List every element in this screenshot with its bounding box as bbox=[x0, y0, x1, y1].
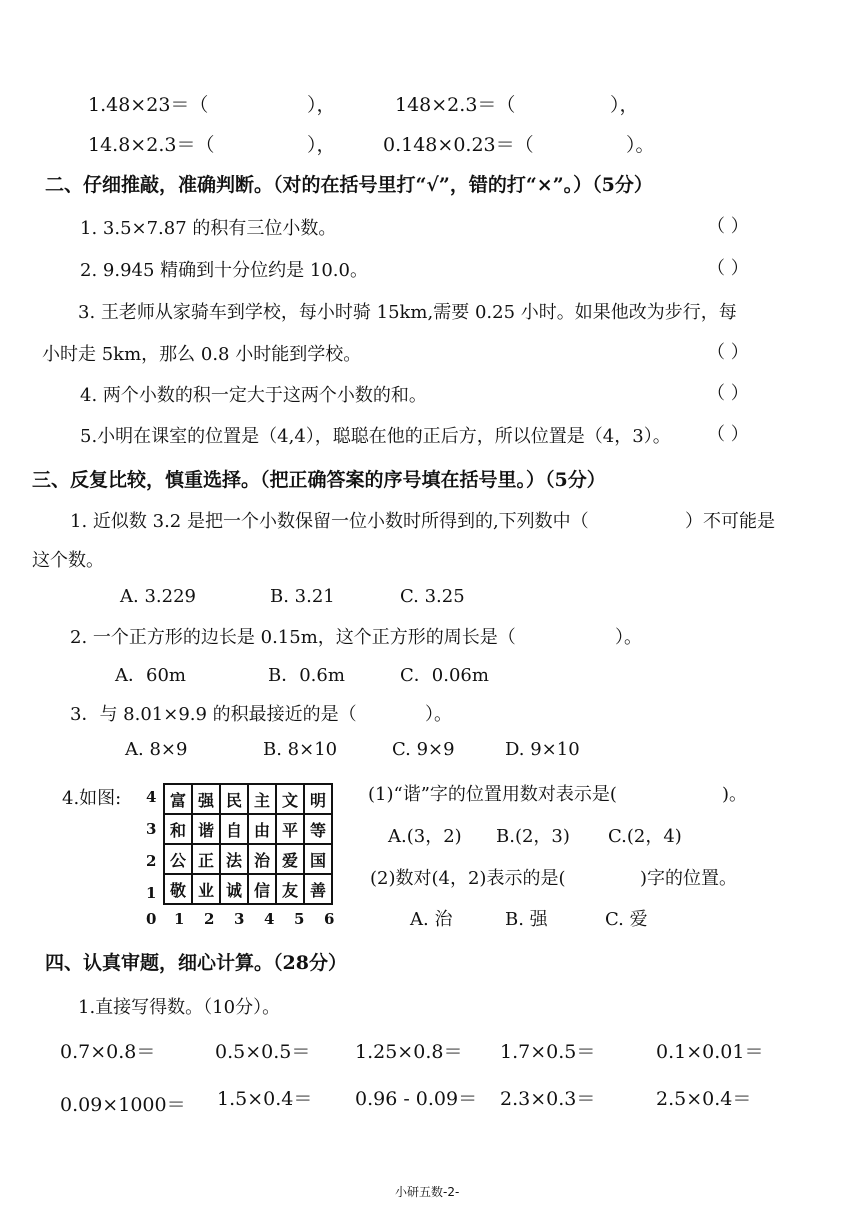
calc-item: 2.5×0.4＝ bbox=[656, 1088, 752, 1110]
q4-sub2: (2)数对(4，2)表示的是( bbox=[370, 868, 566, 889]
judge-item-2: 2. 9.945 精确到十分位约是 10.0。 bbox=[80, 260, 368, 281]
judge-answer-3[interactable]: （ ） bbox=[707, 342, 749, 363]
q4-sub2-option-b: B. 强 bbox=[505, 909, 548, 930]
grid-cell: 和 bbox=[164, 814, 192, 844]
grid-cell: 富 bbox=[164, 784, 192, 814]
grid-x-label-6: 6 bbox=[324, 910, 335, 928]
judge-item-3-cont: 小时走 5km，那么 0.8 小时能到学校。 bbox=[42, 344, 362, 365]
grid-x-label-3: 3 bbox=[234, 910, 245, 928]
q3-option-a: A. 8×9 bbox=[125, 739, 188, 760]
grid-y-label-1: 1 bbox=[146, 884, 157, 902]
judge-answer-1[interactable]: （ ） bbox=[707, 216, 749, 237]
grid-cell: 等 bbox=[304, 814, 332, 844]
grid-x-label-4: 4 bbox=[264, 910, 275, 928]
q4-sub1-end: )。 bbox=[722, 784, 748, 805]
calc-item: 0.96 - 0.09＝ bbox=[355, 1088, 478, 1110]
q4-sub1: (1)“谐”字的位置用数对表示是( bbox=[368, 784, 617, 805]
q4-sub2-end: )字的位置。 bbox=[640, 868, 738, 889]
grid-cell: 平 bbox=[276, 814, 304, 844]
grid-y-label-4: 4 bbox=[146, 788, 157, 806]
grid-cell: 国 bbox=[304, 844, 332, 874]
grid-cell: 明 bbox=[304, 784, 332, 814]
q4-sub1-option-b: B.(2，3) bbox=[496, 826, 570, 847]
grid-cell: 业 bbox=[192, 874, 220, 904]
grid-x-label-1: 1 bbox=[174, 910, 185, 928]
grid-cell: 友 bbox=[276, 874, 304, 904]
q2-option-c: C．0.06m bbox=[400, 665, 489, 686]
judge-item-3: 3. 王老师从家骑车到学校，每小时骑 15km,需要 0.25 小时。如果他改为步行，每 bbox=[78, 302, 737, 323]
grid-cell: 强 bbox=[192, 784, 220, 814]
page-footer: 小研五数-2- bbox=[395, 1185, 460, 1199]
choice-q1-cont: 这个数。 bbox=[32, 550, 104, 571]
choice-q2: 2. 一个正方形的边长是 0.15m，这个正方形的周长是（ bbox=[70, 627, 516, 648]
grid-cell: 爱 bbox=[276, 844, 304, 874]
grid-x-label-5: 5 bbox=[294, 910, 305, 928]
grid-cell: 主 bbox=[248, 784, 276, 814]
choice-q3-end: ）。 bbox=[425, 704, 452, 725]
grid-cell: 文 bbox=[276, 784, 304, 814]
q4-sub1-option-c: C.(2，4) bbox=[608, 826, 682, 847]
grid-cell: 公 bbox=[164, 844, 192, 874]
grid-cell: 信 bbox=[248, 874, 276, 904]
grid-cell: 善 bbox=[304, 874, 332, 904]
section4-title: 四、认真审题，细心计算。（28分） bbox=[45, 952, 347, 974]
q1-option-a: A. 3.229 bbox=[120, 586, 196, 607]
choice-q2-end: ）。 bbox=[615, 627, 642, 648]
judge-answer-4[interactable]: （ ） bbox=[707, 383, 749, 404]
q3-option-d: D. 9×10 bbox=[505, 739, 580, 760]
q4-sub2-option-c: C. 爱 bbox=[605, 909, 648, 930]
grid-x-label-2: 2 bbox=[204, 910, 215, 928]
choice-q1: 1. 近似数 3.2 是把一个小数保留一位小数时所得到的,下列数中（ bbox=[70, 511, 589, 532]
fill-close-4: ）。 bbox=[626, 134, 655, 156]
judge-answer-2[interactable]: （ ） bbox=[707, 258, 749, 279]
judge-item-4: 4. 两个小数的积一定大于这两个小数的和。 bbox=[80, 385, 427, 406]
q2-option-a: A．60m bbox=[115, 665, 186, 686]
calc-item: 0.7×0.8＝ bbox=[60, 1041, 156, 1063]
grid-cell: 敬 bbox=[164, 874, 192, 904]
grid-cell: 治 bbox=[248, 844, 276, 874]
q4-sub1-option-a: A.(3，2) bbox=[388, 826, 462, 847]
q1-option-b: B. 3.21 bbox=[270, 586, 335, 607]
grid-x-label-0: 0 bbox=[146, 910, 157, 928]
fill-close-1: ）， bbox=[307, 94, 336, 116]
character-grid bbox=[163, 783, 333, 905]
grid-cell: 由 bbox=[248, 814, 276, 844]
judge-answer-5[interactable]: （ ） bbox=[707, 424, 749, 445]
q4-sub2-option-a: A. 治 bbox=[410, 909, 453, 930]
grid-row bbox=[164, 874, 332, 904]
calc-item: 0.09×1000＝ bbox=[60, 1094, 186, 1116]
choice-q3: 3．与 8.01×9.9 的积最接近的是（ bbox=[70, 704, 357, 725]
judge-item-1: 1. 3.5×7.87 的积有三位小数。 bbox=[80, 218, 337, 239]
grid-row bbox=[164, 784, 332, 814]
fill-expr-2: 148×2.3＝（ bbox=[395, 94, 516, 116]
grid-y-label-3: 3 bbox=[146, 820, 157, 838]
choice-q4-label: 4.如图: bbox=[62, 788, 122, 809]
fill-close-3: ）， bbox=[307, 134, 336, 156]
q3-option-c: C. 9×9 bbox=[392, 739, 455, 760]
judge-item-5: 5.小明在课室的位置是（4,4），聪聪在他的正后方，所以位置是（4，3）。 bbox=[80, 426, 671, 447]
q2-option-b: B．0.6m bbox=[268, 665, 345, 686]
q3-option-b: B. 8×10 bbox=[263, 739, 338, 760]
calc-item: 2.3×0.3＝ bbox=[500, 1088, 596, 1110]
calc-item: 1.7×0.5＝ bbox=[500, 1041, 596, 1063]
fill-expr-1: 1.48×23＝（ bbox=[88, 94, 209, 116]
section4-subtitle: 1.直接写得数。（10分）。 bbox=[78, 997, 281, 1018]
grid-y-label-2: 2 bbox=[146, 852, 157, 870]
grid-cell: 正 bbox=[192, 844, 220, 874]
grid-cell: 民 bbox=[220, 784, 248, 814]
calc-item: 0.5×0.5＝ bbox=[215, 1041, 311, 1063]
fill-close-2: ）， bbox=[610, 94, 639, 116]
fill-expr-3: 14.8×2.3＝（ bbox=[88, 134, 215, 156]
section3-title: 三、反复比较，慎重选择。（把正确答案的序号填在括号里。）（5分） bbox=[32, 469, 606, 491]
grid-cell: 法 bbox=[220, 844, 248, 874]
grid-row bbox=[164, 814, 332, 844]
choice-q1-end: ）不可能是 bbox=[685, 511, 775, 532]
grid-cell: 诚 bbox=[220, 874, 248, 904]
q1-option-c: C. 3.25 bbox=[400, 586, 465, 607]
fill-expr-4: 0.148×0.23＝（ bbox=[383, 134, 534, 156]
section2-title: 二、仔细推敲，准确判断。（对的在括号里打“√”，错的打“×”。）（5分） bbox=[45, 174, 653, 196]
calc-item: 1.5×0.4＝ bbox=[217, 1088, 313, 1110]
grid-cell: 谐 bbox=[192, 814, 220, 844]
grid-cell: 自 bbox=[220, 814, 248, 844]
grid-row bbox=[164, 844, 332, 874]
calc-item: 0.1×0.01＝ bbox=[656, 1041, 764, 1063]
calc-item: 1.25×0.8＝ bbox=[355, 1041, 463, 1063]
